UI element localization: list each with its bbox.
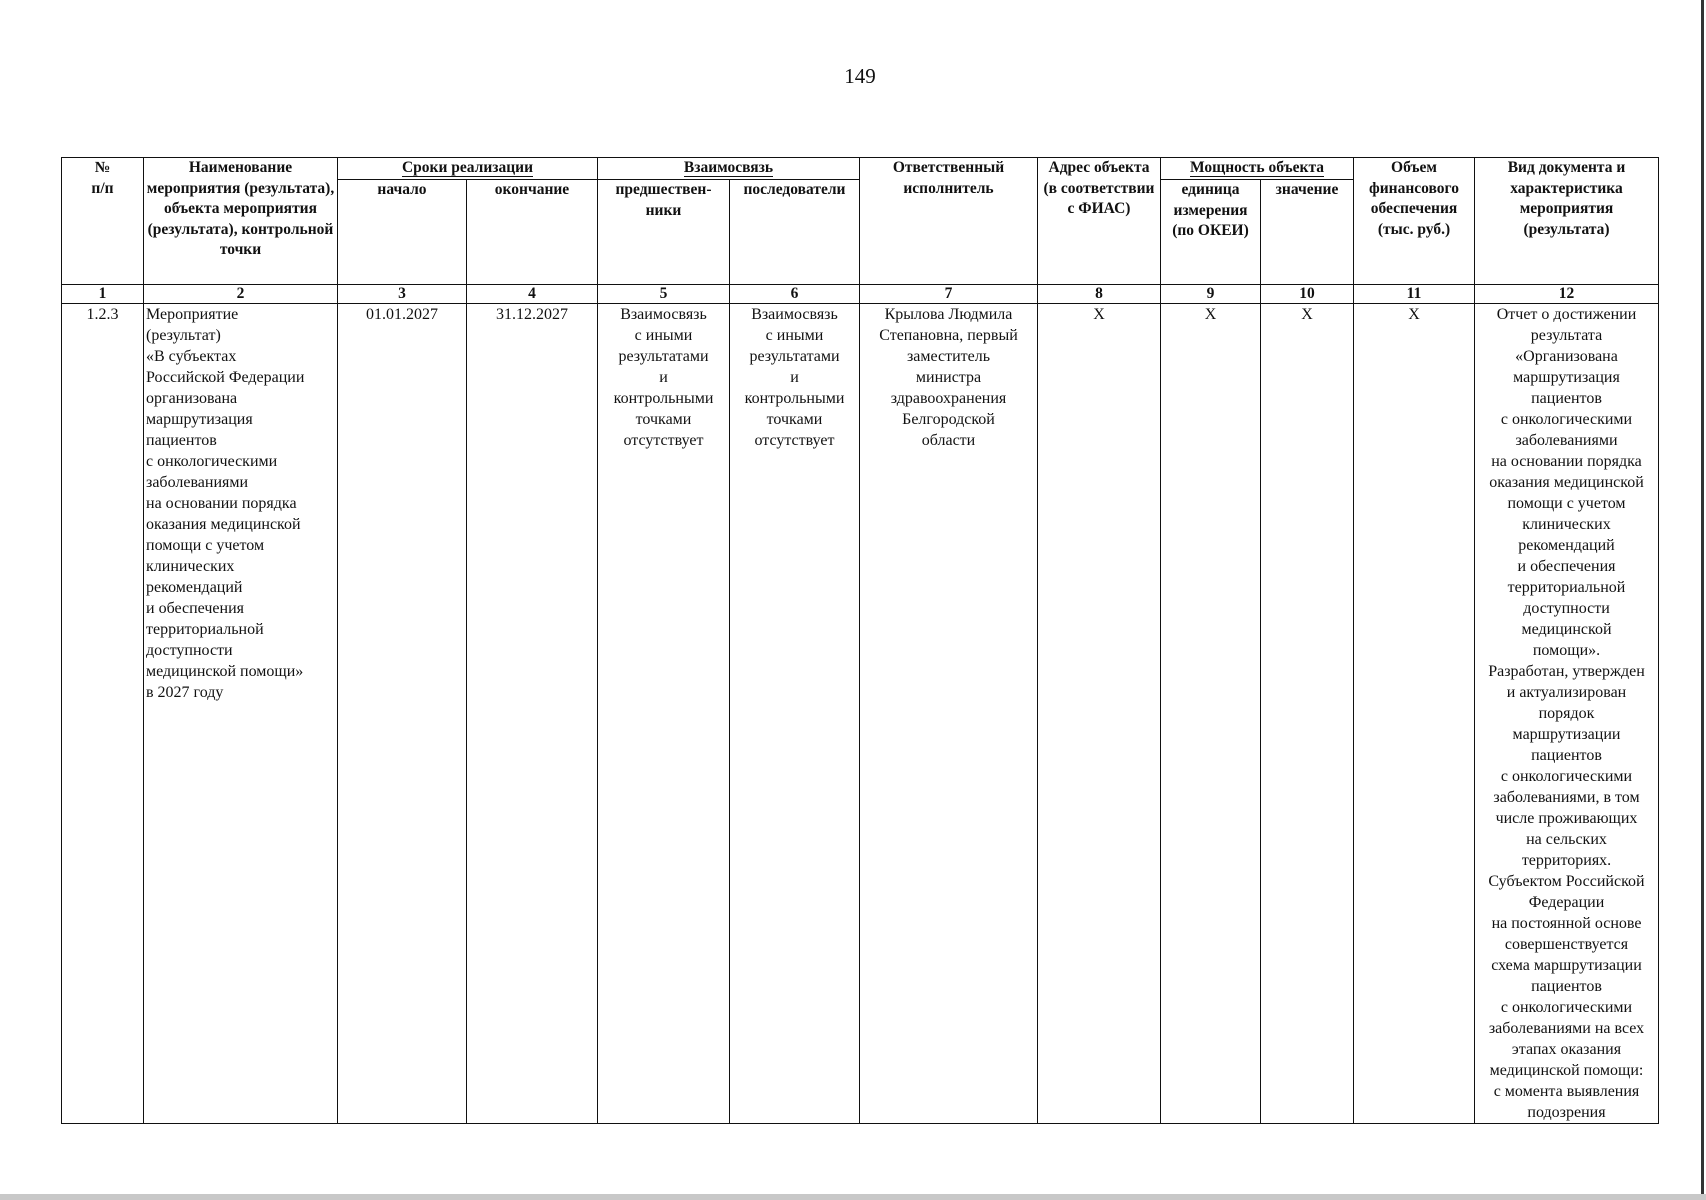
row-predecessors: Взаимосвязь с иными результатами и контрольными точками отсутствует bbox=[598, 304, 730, 1124]
header-end: окончание bbox=[467, 180, 598, 285]
plan-table bbox=[61, 157, 1659, 1124]
header-value: значение bbox=[1261, 180, 1354, 285]
col-number: 9 bbox=[1161, 285, 1261, 304]
row-start: 01.01.2027 bbox=[338, 304, 467, 1124]
row-end: 31.12.2027 bbox=[467, 304, 598, 1124]
header-responsible: Ответственный исполнитель bbox=[860, 158, 1038, 285]
header-finance: Объем финансового обеспечения (тыс. руб.) bbox=[1354, 158, 1475, 285]
row-responsible: Крылова Людмила Степановна, первый заместитель министра здравоохранения Белгородской области bbox=[860, 304, 1038, 1124]
row-name: Мероприятие (результат) «В субъектах Российской Федерации организована маршрутизация пациентов с онкологическими заболеваниями на основании порядка оказания медицинской помощи с учетом клинических рекомендаций и обеспечения территориальной доступности медицинской помощи» в 2027 году bbox=[144, 304, 338, 1124]
header-num: № п/п bbox=[62, 158, 144, 285]
header-unit: единица измерения (по ОКЕИ) bbox=[1161, 180, 1261, 285]
col-number: 3 bbox=[338, 285, 467, 304]
header-name: Наименование мероприятия (результата), объекта мероприятия (результата), контрольной точки bbox=[144, 158, 338, 285]
header-capacity: Мощность объекта bbox=[1161, 158, 1354, 180]
row-value: X bbox=[1261, 304, 1354, 1124]
header-successors: последователи bbox=[730, 180, 860, 285]
col-number: 7 bbox=[860, 285, 1038, 304]
col-number: 5 bbox=[598, 285, 730, 304]
col-number: 1 bbox=[62, 285, 144, 304]
col-number: 11 bbox=[1354, 285, 1475, 304]
header-doc: Вид документа и характеристика мероприятия (результата) bbox=[1475, 158, 1659, 285]
col-number: 2 bbox=[144, 285, 338, 304]
page-number: 149 bbox=[844, 64, 876, 88]
col-number: 8 bbox=[1038, 285, 1161, 304]
row-doc: Отчет о достижении результата «Организована маршрутизация пациентов с онкологическими заболеваниями на основании порядка оказания медицинской помощи с учетом клинических рекомендаций и обеспечения территориальной доступности медицинской помощи». Разработан, утвержден и актуализирован порядок маршрутизации пациентов с онкологическими заболеваниями, в том числе проживающих на сельских территориях. Субъектом Российской Федерации на постоянной основе совершенствуется схема маршрутизации пациентов с онкологическими заболеваниями на всех этапах оказания медицинской помощи: с момента выявления подозрения bbox=[1475, 304, 1659, 1124]
row-unit: X bbox=[1161, 304, 1261, 1124]
header-dates: Сроки реализации bbox=[338, 158, 598, 180]
header-relation: Взаимосвязь bbox=[598, 158, 860, 180]
scan-bottom-strip bbox=[0, 1194, 1706, 1200]
scan-edge-line bbox=[1701, 0, 1704, 1200]
col-number: 10 bbox=[1261, 285, 1354, 304]
row-num: 1.2.3 bbox=[62, 304, 144, 1124]
col-number: 6 bbox=[730, 285, 860, 304]
header-start: начало bbox=[338, 180, 467, 285]
header-predecessors: предшествен-ники bbox=[598, 180, 730, 285]
row-address: X bbox=[1038, 304, 1161, 1124]
col-number: 12 bbox=[1475, 285, 1659, 304]
header-address: Адрес объекта (в соответствии с ФИАС) bbox=[1038, 158, 1161, 285]
table-row bbox=[62, 304, 1659, 1124]
col-number: 4 bbox=[467, 285, 598, 304]
row-finance: X bbox=[1354, 304, 1475, 1124]
row-successors: Взаимосвязь с иными результатами и контрольными точками отсутствует bbox=[730, 304, 860, 1124]
